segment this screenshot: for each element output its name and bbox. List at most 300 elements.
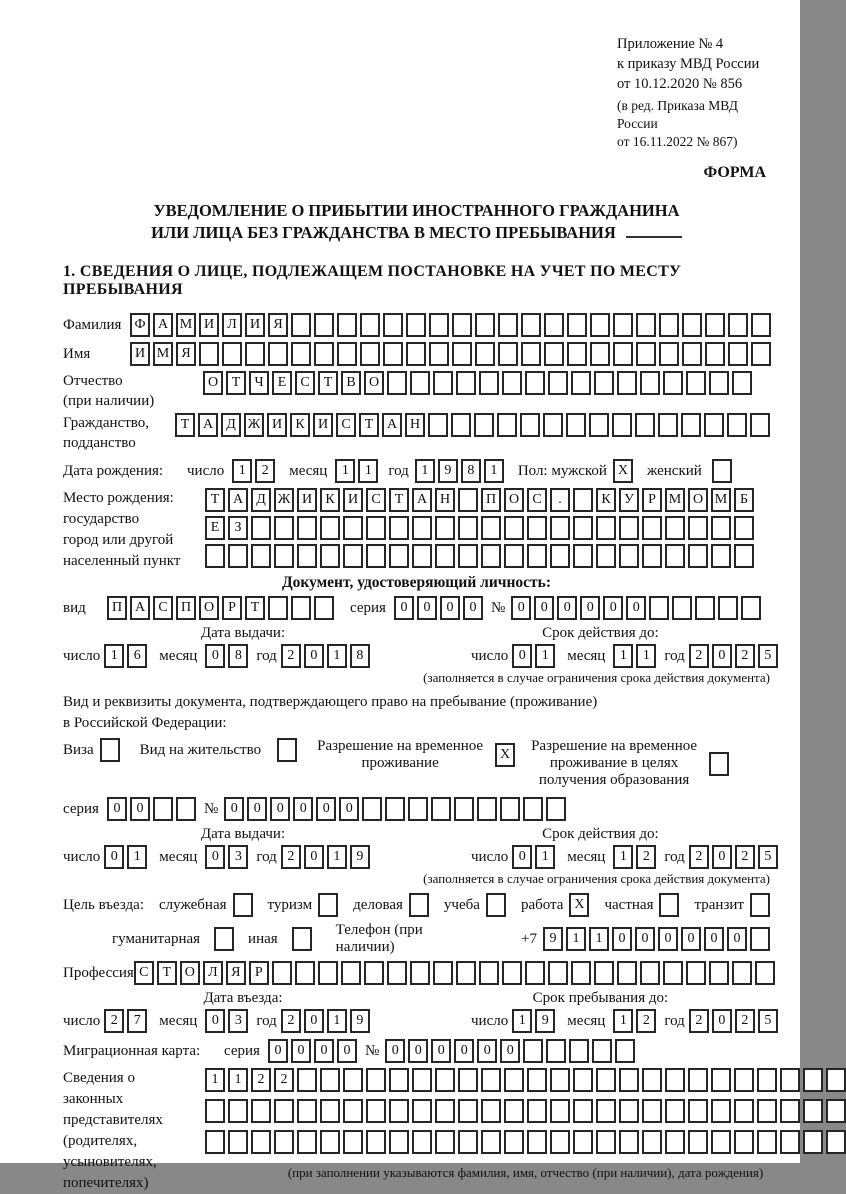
purpose-business-checkbox[interactable] <box>409 893 429 917</box>
form-cell[interactable] <box>688 1130 708 1154</box>
form-cell[interactable] <box>435 1099 455 1123</box>
form-cell[interactable] <box>642 1099 662 1123</box>
form-cell[interactable] <box>251 544 271 568</box>
form-cell[interactable] <box>665 516 685 540</box>
form-cell[interactable] <box>711 544 731 568</box>
stay-day-cells[interactable] <box>512 1009 555 1033</box>
form-cell[interactable]: 9 <box>438 459 458 483</box>
form-cell[interactable]: 5 <box>758 644 778 668</box>
form-cell[interactable] <box>297 516 317 540</box>
form-cell[interactable] <box>274 1099 294 1123</box>
form-cell[interactable] <box>750 927 770 951</box>
issue-day-cells[interactable] <box>104 644 147 668</box>
form-cell[interactable]: К <box>596 488 616 512</box>
form-cell[interactable] <box>544 342 564 366</box>
residence-permit-checkbox[interactable] <box>277 738 297 762</box>
form-cell[interactable] <box>649 596 669 620</box>
form-cell[interactable] <box>619 544 639 568</box>
form-cell[interactable] <box>732 961 752 985</box>
form-cell[interactable] <box>803 1130 823 1154</box>
issue-month-cells[interactable] <box>205 845 248 869</box>
form-cell[interactable]: 1 <box>535 644 555 668</box>
form-cell[interactable]: С <box>295 371 315 395</box>
form-cell[interactable]: 0 <box>104 845 124 869</box>
form-cell[interactable] <box>525 371 545 395</box>
form-cell[interactable] <box>251 1130 271 1154</box>
form-cell[interactable] <box>297 1099 317 1123</box>
form-cell[interactable] <box>274 516 294 540</box>
form-cell[interactable] <box>711 1130 731 1154</box>
form-cell[interactable] <box>176 797 196 821</box>
form-cell[interactable]: 8 <box>461 459 481 483</box>
form-cell[interactable] <box>458 488 478 512</box>
form-cell[interactable]: 0 <box>316 797 336 821</box>
form-cell[interactable] <box>502 961 522 985</box>
form-cell[interactable]: 5 <box>758 1009 778 1033</box>
form-cell[interactable]: А <box>153 313 173 337</box>
form-cell[interactable]: 0 <box>394 596 414 620</box>
form-cell[interactable] <box>640 371 660 395</box>
form-cell[interactable]: 1 <box>104 644 124 668</box>
form-cell[interactable] <box>343 1068 363 1092</box>
form-cell[interactable]: 0 <box>440 596 460 620</box>
phone-cells[interactable] <box>543 927 770 951</box>
form-cell[interactable] <box>406 342 426 366</box>
form-cell[interactable] <box>343 1099 363 1123</box>
form-cell[interactable] <box>550 516 570 540</box>
form-cell[interactable]: 1 <box>535 845 555 869</box>
form-cell[interactable] <box>475 313 495 337</box>
form-cell[interactable] <box>360 313 380 337</box>
form-cell[interactable] <box>475 342 495 366</box>
form-cell[interactable] <box>205 1099 225 1123</box>
form-cell[interactable]: Т <box>359 413 379 437</box>
form-cell[interactable]: 0 <box>304 845 324 869</box>
form-cell[interactable] <box>458 1099 478 1123</box>
form-cell[interactable] <box>458 544 478 568</box>
form-cell[interactable]: 1 <box>335 459 355 483</box>
form-cell[interactable] <box>550 1099 570 1123</box>
form-cell[interactable] <box>665 1068 685 1092</box>
expiry-year-cells[interactable] <box>689 644 778 668</box>
form-cell[interactable] <box>314 342 334 366</box>
form-cell[interactable]: 1 <box>566 927 586 951</box>
form-cell[interactable] <box>479 371 499 395</box>
form-cell[interactable] <box>780 1099 800 1123</box>
form-cell[interactable] <box>573 1099 593 1123</box>
form-cell[interactable] <box>452 342 472 366</box>
form-cell[interactable]: 1 <box>415 459 435 483</box>
form-cell[interactable] <box>682 313 702 337</box>
form-cell[interactable]: 9 <box>350 1009 370 1033</box>
form-cell[interactable]: 1 <box>613 1009 633 1033</box>
form-cell[interactable] <box>711 1068 731 1092</box>
form-cell[interactable]: 0 <box>224 797 244 821</box>
form-cell[interactable]: С <box>336 413 356 437</box>
form-cell[interactable] <box>635 413 655 437</box>
form-cell[interactable] <box>274 544 294 568</box>
form-cell[interactable]: 2 <box>636 845 656 869</box>
visa-checkbox[interactable] <box>100 738 120 762</box>
form-cell[interactable] <box>320 544 340 568</box>
form-cell[interactable]: 2 <box>255 459 275 483</box>
form-cell[interactable]: Т <box>157 961 177 985</box>
representatives-cells-row2[interactable] <box>205 1099 846 1123</box>
doc-series-cells[interactable] <box>394 596 483 620</box>
form-cell[interactable]: 2 <box>636 1009 656 1033</box>
form-cell[interactable] <box>456 961 476 985</box>
form-cell[interactable] <box>573 488 593 512</box>
form-cell[interactable] <box>481 1099 501 1123</box>
form-cell[interactable] <box>734 1099 754 1123</box>
form-cell[interactable] <box>251 516 271 540</box>
residence-number-cells[interactable] <box>224 797 566 821</box>
form-cell[interactable] <box>504 1099 524 1123</box>
form-cell[interactable]: 0 <box>712 845 732 869</box>
form-cell[interactable] <box>705 313 725 337</box>
form-cell[interactable]: 0 <box>712 1009 732 1033</box>
form-cell[interactable] <box>341 961 361 985</box>
form-cell[interactable] <box>803 1099 823 1123</box>
form-cell[interactable]: 1 <box>636 644 656 668</box>
form-cell[interactable] <box>389 544 409 568</box>
form-cell[interactable] <box>498 313 518 337</box>
patronymic-cells[interactable] <box>203 371 752 395</box>
form-cell[interactable]: 6 <box>127 644 147 668</box>
form-cell[interactable] <box>297 544 317 568</box>
form-cell[interactable] <box>456 371 476 395</box>
form-cell[interactable] <box>504 544 524 568</box>
form-cell[interactable] <box>573 1068 593 1092</box>
form-cell[interactable] <box>596 1068 616 1092</box>
form-cell[interactable]: 0 <box>270 797 290 821</box>
form-cell[interactable] <box>433 371 453 395</box>
form-cell[interactable]: 0 <box>205 644 225 668</box>
form-cell[interactable] <box>613 313 633 337</box>
form-cell[interactable]: А <box>198 413 218 437</box>
form-cell[interactable] <box>477 797 497 821</box>
form-cell[interactable] <box>527 544 547 568</box>
form-cell[interactable]: 0 <box>557 596 577 620</box>
form-cell[interactable] <box>521 342 541 366</box>
form-cell[interactable] <box>734 1130 754 1154</box>
form-cell[interactable] <box>734 544 754 568</box>
form-cell[interactable] <box>410 371 430 395</box>
form-cell[interactable] <box>502 371 522 395</box>
form-cell[interactable] <box>619 1130 639 1154</box>
form-cell[interactable] <box>711 1099 731 1123</box>
form-cell[interactable]: 9 <box>543 927 563 951</box>
form-cell[interactable]: И <box>343 488 363 512</box>
form-cell[interactable]: 2 <box>274 1068 294 1092</box>
form-cell[interactable]: 0 <box>454 1039 474 1063</box>
form-cell[interactable] <box>412 544 432 568</box>
form-cell[interactable]: 0 <box>337 1039 357 1063</box>
form-cell[interactable]: И <box>297 488 317 512</box>
form-cell[interactable]: 1 <box>613 845 633 869</box>
form-cell[interactable] <box>751 342 771 366</box>
form-cell[interactable] <box>755 961 775 985</box>
form-cell[interactable] <box>571 961 591 985</box>
form-cell[interactable]: Я <box>268 313 288 337</box>
form-cell[interactable] <box>520 413 540 437</box>
form-cell[interactable] <box>320 1068 340 1092</box>
form-cell[interactable]: 2 <box>735 1009 755 1033</box>
form-cell[interactable]: 0 <box>417 596 437 620</box>
form-cell[interactable]: 0 <box>580 596 600 620</box>
form-cell[interactable]: X <box>613 459 633 483</box>
form-cell[interactable] <box>297 1130 317 1154</box>
form-cell[interactable] <box>546 1039 566 1063</box>
form-cell[interactable]: И <box>130 342 150 366</box>
form-cell[interactable] <box>573 1130 593 1154</box>
form-cell[interactable] <box>412 1130 432 1154</box>
form-cell[interactable] <box>751 313 771 337</box>
form-cell[interactable] <box>636 313 656 337</box>
expiry-day-cells[interactable] <box>512 845 555 869</box>
form-cell[interactable] <box>458 1130 478 1154</box>
form-cell[interactable]: П <box>481 488 501 512</box>
form-cell[interactable]: Л <box>222 313 242 337</box>
purpose-other-checkbox[interactable] <box>292 927 312 951</box>
form-cell[interactable]: Т <box>205 488 225 512</box>
form-cell[interactable]: П <box>107 596 127 620</box>
form-cell[interactable] <box>337 342 357 366</box>
form-cell[interactable] <box>291 313 311 337</box>
form-cell[interactable] <box>228 544 248 568</box>
name-cells[interactable] <box>130 342 771 366</box>
form-cell[interactable] <box>619 516 639 540</box>
form-cell[interactable] <box>659 893 679 917</box>
form-cell[interactable] <box>619 1099 639 1123</box>
expiry-year-cells[interactable] <box>689 845 778 869</box>
form-cell[interactable] <box>343 544 363 568</box>
form-cell[interactable]: 1 <box>512 1009 532 1033</box>
form-cell[interactable] <box>497 413 517 437</box>
form-cell[interactable] <box>826 1099 846 1123</box>
form-cell[interactable]: К <box>320 488 340 512</box>
form-cell[interactable] <box>573 516 593 540</box>
form-cell[interactable] <box>527 1099 547 1123</box>
form-cell[interactable] <box>343 1130 363 1154</box>
form-cell[interactable] <box>686 961 706 985</box>
form-cell[interactable]: П <box>176 596 196 620</box>
form-cell[interactable] <box>320 1099 340 1123</box>
form-cell[interactable] <box>527 516 547 540</box>
form-cell[interactable]: Р <box>222 596 242 620</box>
form-cell[interactable]: 0 <box>408 1039 428 1063</box>
form-cell[interactable] <box>567 342 587 366</box>
form-cell[interactable] <box>435 1068 455 1092</box>
form-cell[interactable] <box>205 544 225 568</box>
form-cell[interactable] <box>233 893 253 917</box>
form-cell[interactable] <box>642 1130 662 1154</box>
form-cell[interactable]: И <box>267 413 287 437</box>
form-cell[interactable] <box>228 1130 248 1154</box>
form-cell[interactable] <box>665 544 685 568</box>
form-cell[interactable]: 1 <box>205 1068 225 1092</box>
form-cell[interactable] <box>750 893 770 917</box>
form-cell[interactable] <box>612 413 632 437</box>
form-cell[interactable] <box>665 1099 685 1123</box>
form-cell[interactable]: 0 <box>658 927 678 951</box>
form-cell[interactable]: 0 <box>107 797 127 821</box>
form-cell[interactable]: 1 <box>327 644 347 668</box>
form-cell[interactable] <box>686 371 706 395</box>
form-cell[interactable]: 7 <box>127 1009 147 1033</box>
purpose-official-checkbox[interactable] <box>233 893 253 917</box>
form-cell[interactable] <box>527 1130 547 1154</box>
form-cell[interactable] <box>389 516 409 540</box>
form-cell[interactable] <box>594 371 614 395</box>
form-cell[interactable]: М <box>711 488 731 512</box>
form-cell[interactable]: 0 <box>534 596 554 620</box>
form-cell[interactable] <box>498 342 518 366</box>
form-cell[interactable] <box>222 342 242 366</box>
form-cell[interactable] <box>433 961 453 985</box>
surname-cells[interactable] <box>130 313 771 337</box>
form-cell[interactable]: 0 <box>512 644 532 668</box>
form-cell[interactable] <box>734 516 754 540</box>
form-cell[interactable]: А <box>382 413 402 437</box>
form-cell[interactable] <box>546 797 566 821</box>
temporary-residence-checkbox[interactable] <box>495 743 515 767</box>
form-cell[interactable] <box>268 342 288 366</box>
form-cell[interactable]: К <box>290 413 310 437</box>
form-cell[interactable]: О <box>688 488 708 512</box>
form-cell[interactable] <box>640 961 660 985</box>
form-cell[interactable]: О <box>199 596 219 620</box>
form-cell[interactable] <box>277 738 297 762</box>
form-cell[interactable] <box>727 413 747 437</box>
form-cell[interactable] <box>314 596 334 620</box>
form-cell[interactable] <box>566 413 586 437</box>
form-cell[interactable]: 0 <box>247 797 267 821</box>
purpose-work-checkbox[interactable] <box>569 893 589 917</box>
form-cell[interactable] <box>695 596 715 620</box>
form-cell[interactable]: И <box>199 313 219 337</box>
form-cell[interactable] <box>435 1130 455 1154</box>
purpose-humanitarian-checkbox[interactable] <box>214 927 234 951</box>
form-cell[interactable]: 9 <box>535 1009 555 1033</box>
form-cell[interactable] <box>682 342 702 366</box>
form-cell[interactable]: Т <box>389 488 409 512</box>
form-cell[interactable]: 0 <box>463 596 483 620</box>
form-cell[interactable]: О <box>203 371 223 395</box>
form-cell[interactable]: 0 <box>681 927 701 951</box>
purpose-tourism-checkbox[interactable] <box>318 893 338 917</box>
temporary-residence-education-checkbox[interactable] <box>709 752 729 776</box>
form-cell[interactable] <box>387 961 407 985</box>
purpose-study-checkbox[interactable] <box>486 893 506 917</box>
form-cell[interactable] <box>681 413 701 437</box>
form-cell[interactable]: Ж <box>244 413 264 437</box>
form-cell[interactable]: 0 <box>500 1039 520 1063</box>
form-cell[interactable]: Р <box>642 488 662 512</box>
form-cell[interactable]: 0 <box>304 1009 324 1033</box>
purpose-private-checkbox[interactable] <box>659 893 679 917</box>
form-cell[interactable] <box>594 961 614 985</box>
form-cell[interactable] <box>659 342 679 366</box>
form-cell[interactable] <box>504 1130 524 1154</box>
form-cell[interactable] <box>548 961 568 985</box>
form-cell[interactable] <box>214 927 234 951</box>
form-cell[interactable]: 1 <box>358 459 378 483</box>
form-cell[interactable] <box>408 797 428 821</box>
form-cell[interactable] <box>274 1130 294 1154</box>
form-cell[interactable] <box>619 1068 639 1092</box>
form-cell[interactable] <box>504 1068 524 1092</box>
form-cell[interactable]: С <box>134 961 154 985</box>
form-cell[interactable]: X <box>569 893 589 917</box>
form-cell[interactable]: 9 <box>350 845 370 869</box>
form-cell[interactable] <box>642 1068 662 1092</box>
form-cell[interactable] <box>734 1068 754 1092</box>
form-cell[interactable]: Е <box>205 516 225 540</box>
form-cell[interactable] <box>596 544 616 568</box>
form-cell[interactable] <box>360 342 380 366</box>
residence-series-cells[interactable] <box>107 797 196 821</box>
form-cell[interactable]: 0 <box>293 797 313 821</box>
form-cell[interactable] <box>100 738 120 762</box>
sex-male-checkbox[interactable] <box>613 459 633 483</box>
form-cell[interactable] <box>613 342 633 366</box>
form-cell[interactable] <box>709 961 729 985</box>
form-cell[interactable]: 0 <box>385 1039 405 1063</box>
form-cell[interactable] <box>750 413 770 437</box>
form-cell[interactable]: У <box>619 488 639 512</box>
form-cell[interactable]: Ч <box>249 371 269 395</box>
form-cell[interactable] <box>412 1099 432 1123</box>
form-cell[interactable] <box>366 1099 386 1123</box>
form-cell[interactable] <box>435 516 455 540</box>
migration-series-cells[interactable] <box>268 1039 357 1063</box>
form-cell[interactable]: Т <box>318 371 338 395</box>
form-cell[interactable] <box>523 1039 543 1063</box>
form-cell[interactable] <box>410 961 430 985</box>
form-cell[interactable]: Р <box>249 961 269 985</box>
form-cell[interactable] <box>387 371 407 395</box>
issue-year-cells[interactable] <box>281 845 370 869</box>
form-cell[interactable] <box>428 413 448 437</box>
form-cell[interactable]: 2 <box>735 845 755 869</box>
form-cell[interactable]: 1 <box>589 927 609 951</box>
form-cell[interactable] <box>688 544 708 568</box>
form-cell[interactable] <box>458 1068 478 1092</box>
form-cell[interactable] <box>712 459 732 483</box>
form-cell[interactable]: 0 <box>727 927 747 951</box>
form-cell[interactable]: 2 <box>281 1009 301 1033</box>
form-cell[interactable] <box>364 961 384 985</box>
form-cell[interactable] <box>590 313 610 337</box>
form-cell[interactable]: 3 <box>228 845 248 869</box>
form-cell[interactable]: 1 <box>327 845 347 869</box>
form-cell[interactable] <box>704 413 724 437</box>
form-cell[interactable] <box>672 596 692 620</box>
form-cell[interactable] <box>479 961 499 985</box>
form-cell[interactable]: Т <box>245 596 265 620</box>
profession-cells[interactable] <box>134 961 775 985</box>
representatives-cells-row3[interactable] <box>205 1130 846 1154</box>
form-cell[interactable] <box>592 1039 612 1063</box>
form-cell[interactable] <box>550 544 570 568</box>
form-cell[interactable]: 0 <box>477 1039 497 1063</box>
form-cell[interactable] <box>268 596 288 620</box>
form-cell[interactable] <box>521 313 541 337</box>
form-cell[interactable]: 1 <box>127 845 147 869</box>
citizenship-cells[interactable] <box>175 413 770 437</box>
form-cell[interactable] <box>732 371 752 395</box>
